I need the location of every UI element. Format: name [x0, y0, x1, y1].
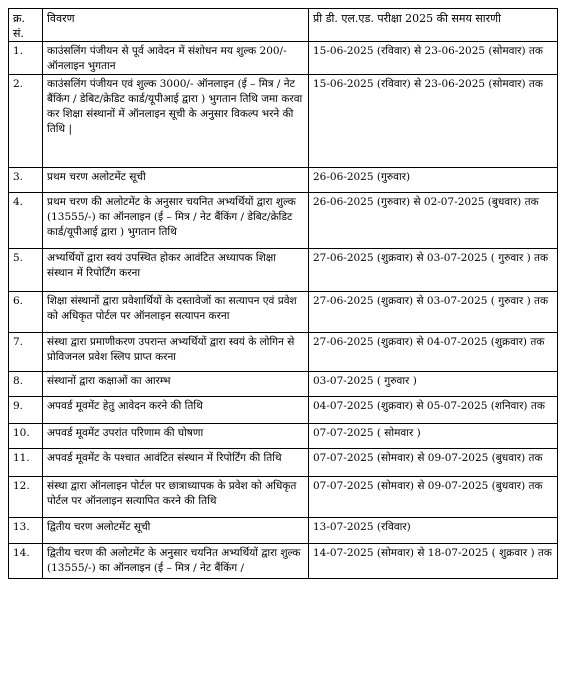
table-row [9, 397, 558, 424]
row-schedule: 13-07-2025 (रविवार) [309, 518, 558, 544]
row-schedule: 15-06-2025 (रविवार) से 23-06-2025 (सोमवार) तक [309, 75, 558, 168]
row-serial-number: 13. [9, 518, 43, 544]
row-description: प्रथम चरण अलोटमेंट सूची [43, 168, 309, 193]
row-serial-number: 4. [9, 193, 43, 249]
row-schedule: 27-06-2025 (शुक्रवार) से 03-07-2025 ( गुरुवार ) तक [309, 292, 558, 333]
table-row [9, 477, 558, 518]
row-schedule: 14-07-2025 (सोमवार) से 18-07-2025 ( शुक्रवार ) तक [309, 544, 558, 579]
table-row [9, 544, 558, 579]
row-schedule: 07-07-2025 ( सोमवार ) [309, 424, 558, 449]
table-row [9, 424, 558, 449]
row-schedule: 04-07-2025 (शुक्रवार) से 05-07-2025 (शनिवार) तक [309, 397, 558, 424]
row-description: अपवर्ड मूवमेंट उपरांत परिणाम की घोषणा [43, 424, 309, 449]
row-serial-number: 2. [9, 75, 43, 168]
row-serial-number: 8. [9, 372, 43, 397]
row-description: काउंसलिंग पंजीयन से पूर्व आवेदन में संशोधन मय शुल्क 200/- ऑनलाइन भुगतान [43, 42, 309, 75]
header-description: विवरण [43, 9, 309, 42]
row-serial-number: 9. [9, 397, 43, 424]
row-serial-number: 6. [9, 292, 43, 333]
table-header-row [9, 9, 558, 42]
row-serial-number: 10. [9, 424, 43, 449]
table-row [9, 292, 558, 333]
row-schedule: 26-06-2025 (गुरुवार) [309, 168, 558, 193]
table-row [9, 168, 558, 193]
row-schedule: 07-07-2025 (सोमवार) से 09-07-2025 (बुधवार) तक [309, 449, 558, 477]
row-description: संस्था द्वारा ऑनलाइन पोर्टल पर छात्राध्यापक के प्रवेश को अधिकृत पोर्टल पर ऑनलाइन सत्यापित करने की तिथि [43, 477, 309, 518]
row-schedule: 27-06-2025 (शुक्रवार) से 04-07-2025 (शुक्रवार) तक [309, 333, 558, 372]
row-schedule: 15-06-2025 (रविवार) से 23-06-2025 (सोमवार) तक [309, 42, 558, 75]
row-schedule: 03-07-2025 ( गुरुवार ) [309, 372, 558, 397]
table-row [9, 42, 558, 75]
header-schedule: प्री डी. एल.एड. परीक्षा 2025 की समय सारणी [309, 9, 558, 42]
row-description: शिक्षा संस्थानों द्वारा प्रवेशार्थियों के दस्तावेजों का सत्यापन एवं प्रवेश को अधिकृत पोर्टल पर ऑनलाइन सत्यापन करना [43, 292, 309, 333]
row-serial-number: 11. [9, 449, 43, 477]
row-schedule: 27-06-2025 (शुक्रवार) से 03-07-2025 ( गुरुवार ) तक [309, 249, 558, 292]
row-serial-number: 1. [9, 42, 43, 75]
row-serial-number: 3. [9, 168, 43, 193]
row-description: अभ्यर्थियों द्वारा स्वयं उपस्थित होकर आवंटित अध्यापक शिक्षा संस्थान में रिपोर्टिंग करना [43, 249, 309, 292]
row-description: अपवर्ड मूवमेंट के पश्चात आवंटित संस्थान में रिपोर्टिंग की तिथि [43, 449, 309, 477]
row-description: द्वितीय चरण की अलोटमेंट के अनुसार चयनित अभ्यर्थियों द्वारा शुल्क (13555/-) का ऑनलाइन (ई – मित्र / नेट बैंकिंग / [43, 544, 309, 579]
header-serial-number: क्र. सं. [9, 9, 43, 42]
row-serial-number: 7. [9, 333, 43, 372]
table-row [9, 193, 558, 249]
table-row [9, 449, 558, 477]
table-row [9, 75, 558, 168]
row-serial-number: 12. [9, 477, 43, 518]
row-serial-number: 14. [9, 544, 43, 579]
schedule-table [8, 8, 558, 579]
row-schedule: 07-07-2025 (सोमवार) से 09-07-2025 (बुधवार) तक [309, 477, 558, 518]
row-description: प्रथम चरण की अलोटमेंट के अनुसार चयनित अभ्यर्थियों द्वारा शुल्क (13555/-) का ऑनलाइन (ई – मित्र / नेट बैंकिंग / डेबिट/क्रेडिट कार्ड/यूपीआई द्वारा ) भुगतान तिथि [43, 193, 309, 249]
row-description: अपवर्ड मूवमेंट हेतु आवेदन करने की तिथि [43, 397, 309, 424]
row-description: द्वितीय चरण अलोटमेंट सूची [43, 518, 309, 544]
table-row [9, 333, 558, 372]
table-row [9, 249, 558, 292]
table-row [9, 372, 558, 397]
row-description: संस्थानों द्वारा कक्षाओं का आरम्भ [43, 372, 309, 397]
row-description: काउंसलिंग पंजीयन एवं शुल्क 3000/- ऑनलाइन (ई – मित्र / नेट बैंकिंग / डेबिट/क्रेडिट कार्ड/यूपीआई द्वारा ) भुगतान तिथि जमा करवा कर शिक्षा संस्थानों में ऑनलाइन सूची के अनुसार विकल्प भरने की तिथि | [43, 75, 309, 168]
row-description: संस्था द्वारा प्रमाणीकरण उपरान्त अभ्यर्थियों द्वारा स्वयं के लोगिन से प्रोविजनल प्रवेश स्लिप प्राप्त करना [43, 333, 309, 372]
table-row [9, 518, 558, 544]
row-schedule: 26-06-2025 (गुरुवार) से 02-07-2025 (बुधवार) तक [309, 193, 558, 249]
row-serial-number: 5. [9, 249, 43, 292]
